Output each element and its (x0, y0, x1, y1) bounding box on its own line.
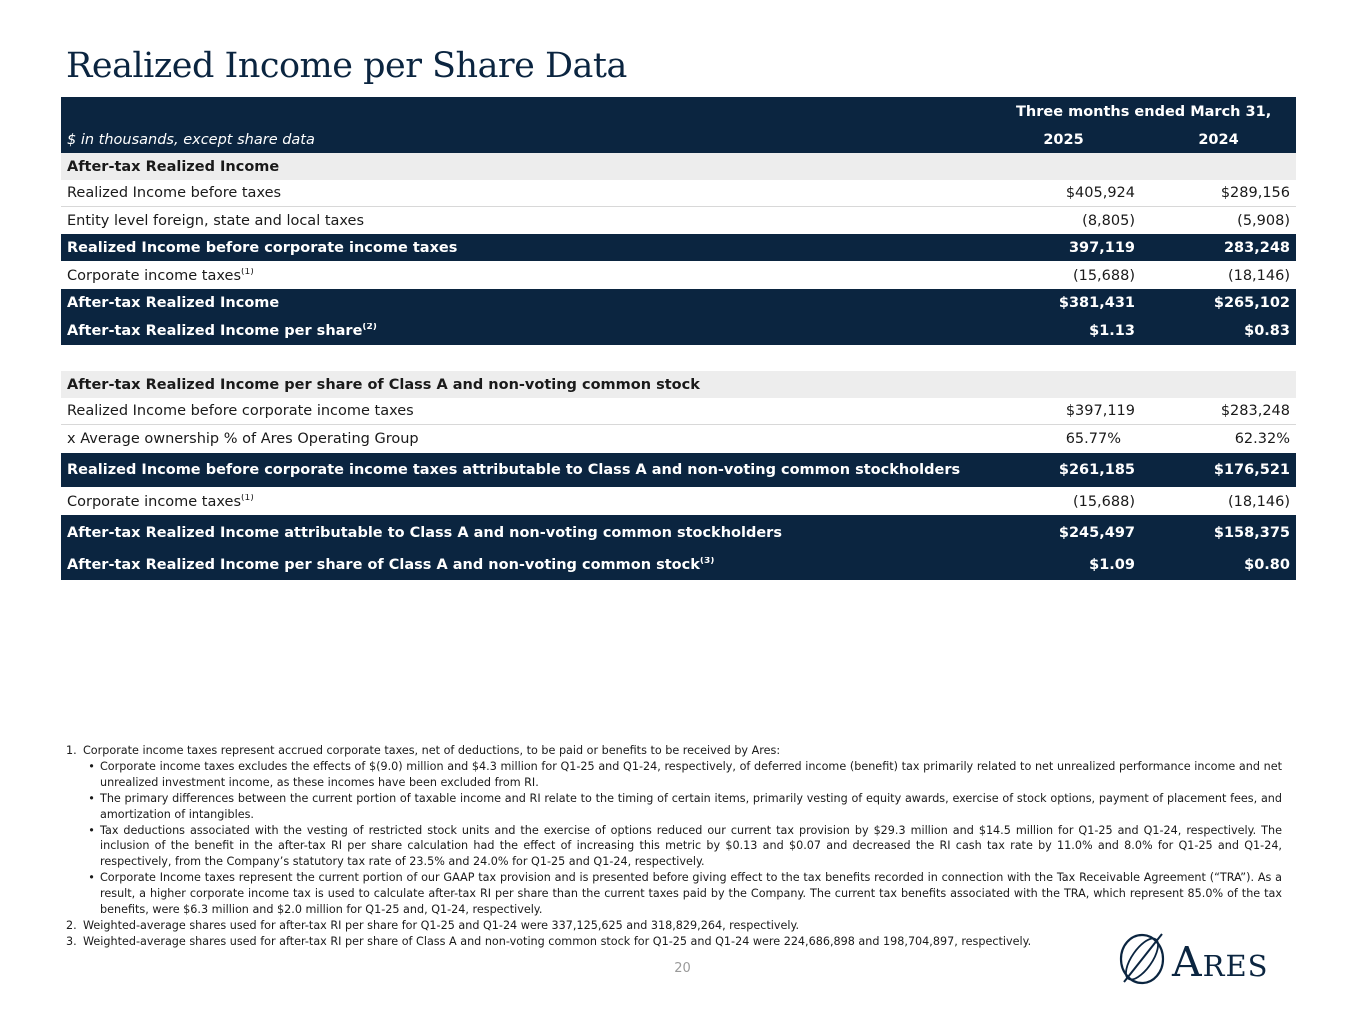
table-spacer (61, 345, 1296, 371)
value-2024: $0.83 (1244, 323, 1290, 339)
value-2024: $158,375 (1213, 524, 1290, 541)
value-2024: $0.80 (1244, 557, 1290, 573)
table-row (61, 425, 1296, 452)
row-label: After-tax Realized Income attributable to Class A and non-voting common stockholders (67, 524, 782, 541)
table-row (61, 180, 1296, 207)
ares-logo (1118, 930, 1304, 988)
footnote-1 (66, 743, 1282, 759)
section-row-after-tax-ri (61, 153, 1296, 180)
row-label: x Average ownership % of Ares Operating Group (67, 430, 419, 447)
section-row-class-a (61, 371, 1296, 398)
table-row (61, 398, 1296, 425)
value-2025: $261,185 (1058, 462, 1135, 478)
row-label: Realized Income before taxes (67, 185, 282, 201)
row-label: Realized Income before corporate income taxes (67, 403, 414, 419)
value-2024: (5,908) (1237, 212, 1290, 229)
row-label: After-tax Realized Income (67, 295, 280, 311)
logo-wordmark: Ares (1172, 938, 1269, 986)
highlight-row (61, 515, 1296, 550)
footnote-bullet (66, 823, 1282, 871)
table-header-period-row (61, 97, 1296, 126)
column-header-2024: 2024 (1198, 131, 1239, 148)
value-2025: $1.13 (1089, 323, 1135, 339)
row-label: Realized Income before corporate income taxes attributable to Class A and non-voting common stockholders (67, 462, 961, 478)
row-label: Entity level foreign, state and local taxes (67, 212, 365, 229)
value-2025: $381,431 (1058, 295, 1135, 311)
value-2025: (8,805) (1082, 212, 1135, 229)
value-2025: 65.77% (1065, 430, 1121, 447)
bullet-text: The primary differences between the current portion of taxable income and RI relate to the timing of certain items, primarily vesting of equity awards, exercise of stock options, payment of placement fees, and amortization of intangibles. (100, 791, 1282, 821)
value-2024: 283,248 (1223, 239, 1290, 256)
bullet-icon: • (88, 871, 95, 885)
table-row (61, 207, 1296, 234)
value-2025: $405,924 (1065, 185, 1135, 201)
highlight-row (61, 317, 1296, 345)
footnote-ref: (2) (362, 323, 377, 333)
bullet-icon: • (88, 759, 95, 773)
table-row (61, 488, 1296, 515)
footnote-ref: (3) (699, 557, 715, 567)
footnote-ref: (1) (241, 493, 254, 503)
row-label: After-tax Realized Income per share$^{(2)}$ (67, 323, 377, 339)
table-header-columns-row (61, 126, 1296, 153)
value-2025: 397,119 (1068, 239, 1135, 256)
row-label: Corporate income taxes$^{(1)}$ (67, 267, 254, 284)
footnote-number: 2. (66, 918, 77, 932)
footnote-ref: (1) (241, 267, 254, 277)
page-title: Realized Income per Share Data (66, 46, 627, 86)
value-2025: (15,688) (1072, 267, 1135, 284)
footnote-number: 1. (66, 744, 77, 757)
footnote-number: 3. (66, 934, 77, 948)
footnotes (66, 743, 1282, 950)
period-header: Three months ended March 31, (1016, 103, 1272, 120)
units-label: $ in thousands, except share data (67, 131, 315, 148)
footnote-3 (66, 934, 1282, 950)
value-2024: (18,146) (1227, 267, 1290, 284)
footnote-bullet (66, 759, 1282, 791)
highlight-row (61, 234, 1296, 262)
row-label: After-tax Realized Income per share of Class A and non-voting common stock (67, 376, 700, 393)
row-label: After-tax Realized Income (67, 158, 280, 175)
highlight-row (61, 289, 1296, 317)
footnote-text: Weighted-average shares used for after-tax RI per share of Class A and non-voting common stock for Q1-25 and Q1-24 were 224,686,898 and 198,704,897, respectively. (83, 934, 1032, 948)
bullet-text: Tax deductions associated with the vesting of restricted stock units and the exercise of options reduced our current tax provision by $29.3 million and $14.5 million for Q1-25 and Q1-24, respectively. The inclusion of the benefit in the after-tax RI per share calculation had the effect of increasing this metric by $0.13 and $0.07 and decreased the RI cash tax rate by 11.0% and 8.0% for Q1-25 and Q1-24, respectively, from the Company’s statutory tax rate of 23.5% and 24.0% for Q1-25 and Q1-24, respectively. (100, 823, 1282, 869)
realized-income-table (61, 97, 1296, 580)
highlight-row (61, 550, 1296, 580)
value-2025: $1.09 (1089, 557, 1135, 573)
value-2024: (18,146) (1227, 493, 1290, 510)
bullet-icon: • (88, 791, 95, 805)
footnote-bullet (66, 791, 1282, 823)
bullet-text: Corporate Income taxes represent the current portion of our GAAP tax provision and is presented before giving effect to the tax benefits recorded in connection with the Tax Receivable Agreement (“TRA”). As a result, a higher corporate income tax is used to calculate after-tax RI per share than the current taxes paid by the Company. The current tax benefits associated with the TRA, which represent 85.0% of the tax benefits, were $6.3 million and $2.0 million for Q1-25 and, Q1-24, respectively. (100, 871, 1282, 917)
value-2025: $245,497 (1058, 524, 1135, 541)
value-2025: $397,119 (1065, 403, 1135, 419)
highlight-row (61, 453, 1296, 488)
row-label: After-tax Realized Income per share of Class A and non-voting common stock$^{(3)}$ (67, 557, 715, 573)
value-2024: $289,156 (1220, 185, 1290, 201)
row-label: Corporate income taxes$^{(1)}$ (67, 493, 254, 510)
table-row (61, 262, 1296, 289)
bullet-text: Corporate income taxes excludes the effects of $(9.0) million and $4.3 million for Q1-25 and Q1-24, respectively, of deferred income (benefit) tax primarily related to net unrealized performance income and net unrealized investment income, as these incomes have been excluded from RI. (100, 759, 1282, 789)
page-number: 20 (674, 961, 691, 976)
footnote-text: Weighted-average shares used for after-tax RI per share for Q1-25 and Q1-24 were 337,125,625 and 318,829,264, respectively. (83, 918, 800, 932)
bullet-icon: • (88, 823, 95, 837)
footnote-2 (66, 918, 1282, 934)
column-header-2025: 2025 (1043, 131, 1084, 148)
footnote-bullet (66, 870, 1282, 918)
row-label: Realized Income before corporate income taxes (67, 239, 458, 256)
footnote-text: Corporate income taxes represent accrued corporate taxes, net of deductions, to be paid or benefits to be received by Ares: (83, 744, 781, 757)
value-2024: 62.32% (1234, 430, 1290, 447)
value-2024: $283,248 (1220, 403, 1290, 419)
value-2025: (15,688) (1072, 493, 1135, 510)
value-2024: $265,102 (1213, 295, 1290, 311)
ares-globe-icon (1118, 930, 1168, 986)
value-2024: $176,521 (1213, 462, 1290, 478)
